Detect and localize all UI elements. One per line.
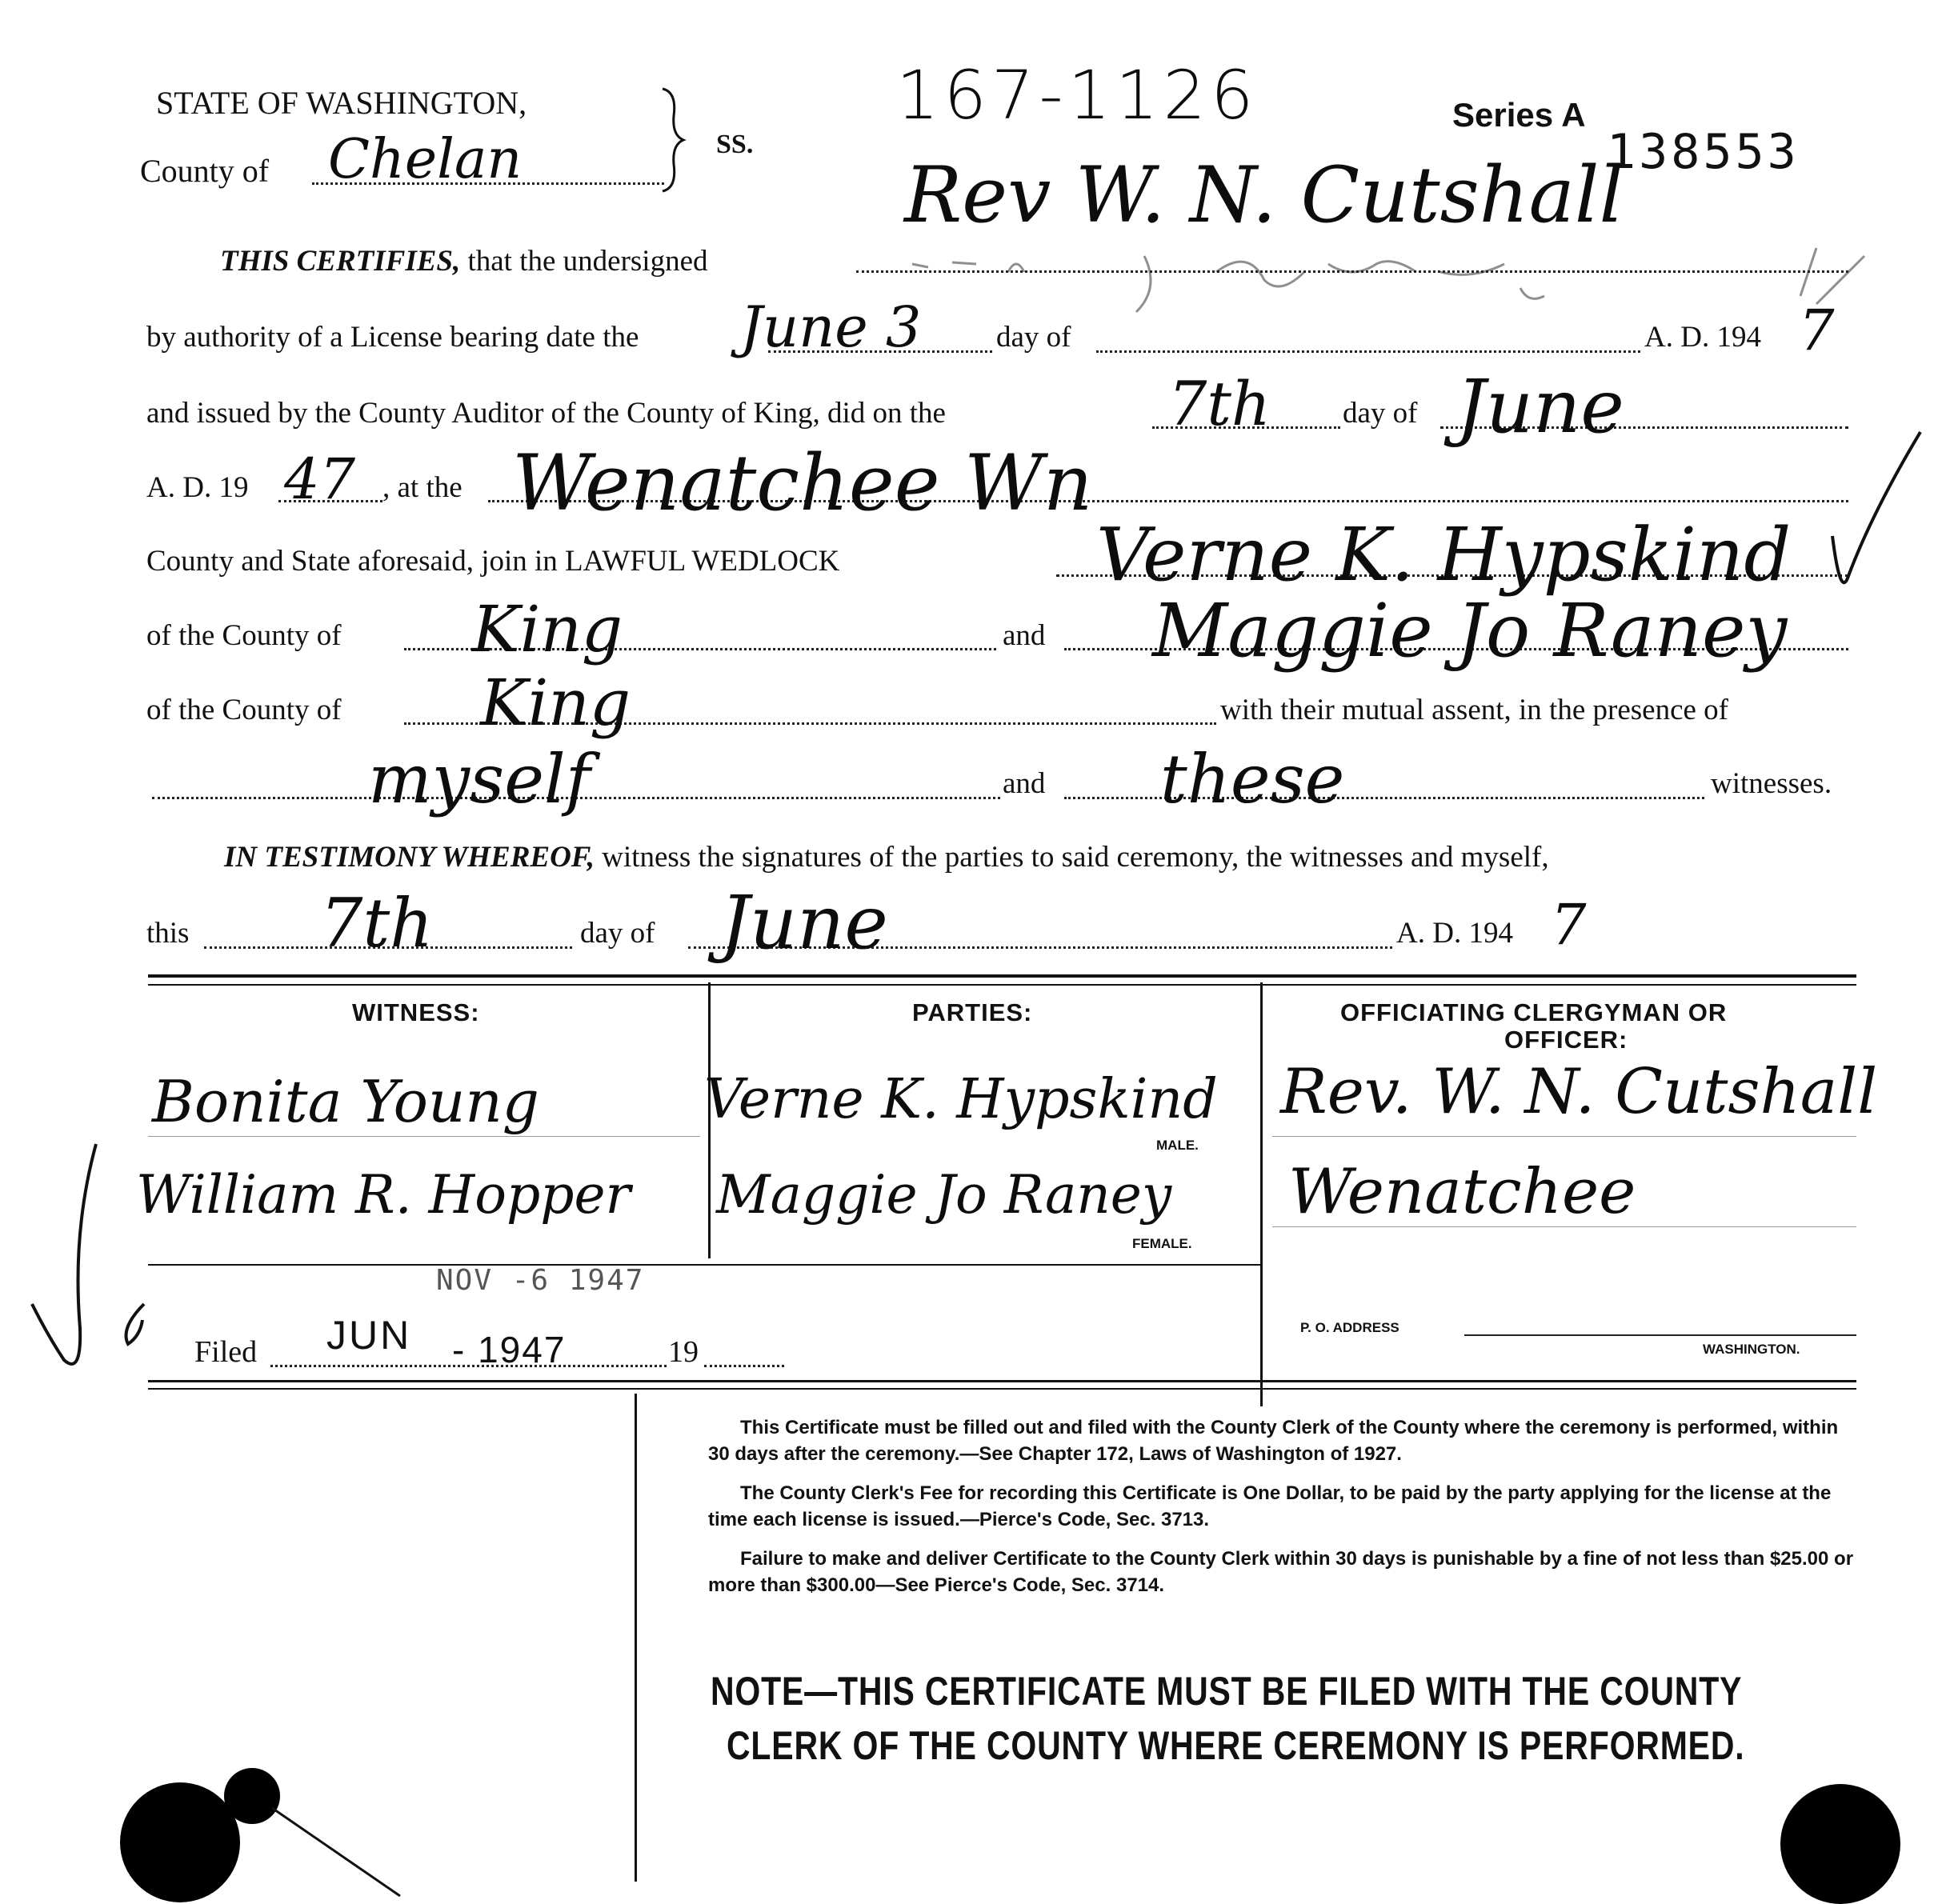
- officer-city-rule: [1272, 1226, 1856, 1227]
- column-divider-2: [1260, 982, 1263, 1406]
- filed-month-stamp: JUN: [326, 1313, 412, 1358]
- notices-block: [708, 1414, 1860, 1611]
- officer-signature: Rev. W. N. Cutshall: [1280, 1056, 1878, 1128]
- margin-check-mark-icon: [24, 1136, 168, 1392]
- and-1-label: and: [1003, 619, 1046, 652]
- and-2-label: and: [1003, 767, 1046, 800]
- note-line-2: CLERK OF THE COUNTY WHERE CEREMONY IS PERFORMED.: [727, 1723, 1745, 1768]
- right-margin-mark-icon: [1824, 416, 1928, 672]
- party-female-signature: Maggie Jo Raney: [716, 1164, 1172, 1226]
- male-label: MALE.: [1156, 1138, 1199, 1153]
- state-heading: STATE OF WASHINGTON,: [156, 85, 527, 121]
- witness-row-1-rule: [148, 1136, 700, 1137]
- document-number: 167-1126: [896, 56, 1259, 134]
- ss-label: SS.: [716, 130, 754, 159]
- of-county-1-label: of the County of: [146, 619, 342, 652]
- brace-icon: [656, 84, 688, 196]
- at-the-label: , at the: [382, 471, 462, 504]
- certifies-lead: THIS CERTIFIES,: [220, 245, 461, 278]
- this-year-digit: 7: [1551, 892, 1587, 958]
- binder-hole-right: [1780, 1784, 1900, 1904]
- license-prefix: by authority of a License bearing date the: [146, 321, 639, 354]
- mutual-assent-text: with their mutual assent, in the presence of: [1220, 694, 1728, 726]
- testimony-lead: IN TESTIMONY WHEREOF,: [224, 841, 595, 874]
- witness-2-value: these: [1160, 740, 1345, 818]
- place-value: Wenatchee Wn: [512, 438, 1093, 528]
- license-date-value: June 3: [740, 294, 922, 360]
- issued-month-value: June: [1456, 364, 1624, 450]
- bride-value: Maggie Jo Raney: [1152, 588, 1788, 674]
- witness-header: WITNESS:: [352, 998, 480, 1026]
- parties-bottom-rule: [148, 1264, 1262, 1266]
- county-1-value: King: [472, 592, 623, 666]
- lower-top-rule: [148, 1380, 1856, 1382]
- this-day-value: 7th: [320, 884, 434, 962]
- wedlock-text: County and State aforesaid, join in LAWFUL WEDLOCK: [146, 545, 840, 578]
- this-day-of: day of: [580, 917, 655, 950]
- binder-hole-left: [120, 1782, 240, 1902]
- groom-value: Verne K. Hypskind: [1096, 512, 1792, 598]
- county-2-value: King: [480, 666, 631, 740]
- nineteen-label: 19: [668, 1335, 699, 1369]
- undersigned-field-line: [856, 270, 1848, 273]
- issued-day-value: 7th: [1168, 368, 1271, 439]
- officiant-handwritten: Rev W. N. Cutshall: [904, 150, 1624, 240]
- license-day-of: day of: [996, 321, 1071, 354]
- county-value: Chelan: [328, 128, 523, 191]
- female-label: FEMALE.: [1132, 1236, 1192, 1251]
- filing-stamp-top: NOV -6 1947: [436, 1264, 645, 1297]
- notice-1: This Certificate must be filled out and filed with the County Clerk of the County where the ceremony is performed, within 30 days after the ceremony.—See Chapter 172, Laws of Washington of 1927.: [708, 1417, 1839, 1465]
- witnesses-word: witnesses.: [1711, 767, 1832, 800]
- lower-top-rule-2: [148, 1388, 1856, 1390]
- officer-name-rule: [1272, 1136, 1856, 1137]
- table-top-rule-2: [148, 984, 1856, 986]
- county-label: County of: [140, 153, 270, 189]
- witness-signature-1: Bonita Young: [152, 1068, 539, 1135]
- license-ad: A. D. 194: [1644, 321, 1761, 354]
- witness-1-value: myself: [368, 740, 591, 818]
- issued-prefix: and issued by the County Auditor of the County of King, did on the: [146, 397, 946, 430]
- this-ad: A. D. 194: [1396, 917, 1513, 950]
- this-month-value: June: [720, 880, 888, 966]
- this-word: this: [146, 917, 190, 950]
- witness-signature-2: William R. Hopper: [136, 1164, 631, 1226]
- nineteen-line: [704, 1365, 784, 1367]
- notice-2: The County Clerk's Fee for recording this Certificate is One Dollar, to be paid by the party applying for the license at the time each license is issued.—Pierce's Code, Sec. 3713.: [708, 1482, 1832, 1530]
- officer-header-2: OFFICER:: [1504, 1026, 1628, 1054]
- faint-scribble-icon: [880, 240, 1920, 320]
- ad-year-value: 47: [284, 446, 356, 512]
- officer-header-1: OFFICIATING CLERGYMAN OR: [1340, 998, 1728, 1026]
- po-address-label: P. O. ADDRESS: [1300, 1320, 1399, 1335]
- issued-day-of: day of: [1343, 397, 1418, 430]
- series-number: 138553: [1607, 124, 1800, 180]
- license-year-digit: 7: [1799, 298, 1835, 363]
- filed-year-stamp: - 1947: [452, 1329, 567, 1370]
- table-top-rule: [148, 974, 1856, 978]
- series-label: Series A: [1452, 96, 1586, 134]
- officer-city: Wenatchee: [1288, 1156, 1636, 1228]
- filed-label: Filed: [194, 1335, 258, 1369]
- lower-divider: [635, 1394, 637, 1882]
- note-line-1: NOTE—THIS CERTIFICATE MUST BE FILED WITH THE COUNTY: [711, 1669, 1743, 1714]
- certifies-rest: that the undersigned: [467, 245, 708, 278]
- corner-scratch-icon: [264, 1800, 408, 1904]
- license-month-line: [1096, 350, 1640, 353]
- testimony-rest: witness the signatures of the parties to said ceremony, the witnesses and myself,: [602, 841, 1549, 874]
- party-male-signature: Verne K. Hypskind: [704, 1068, 1218, 1131]
- notice-3: Failure to make and deliver Certificate to the County Clerk within 30 days is punishable by a fine of not less than $25.00 or more than $300.00—See Pierce's Code, Sec. 3714.: [708, 1548, 1854, 1596]
- ad-prefix: A. D. 19: [146, 471, 249, 504]
- washington-label: WASHINGTON.: [1703, 1342, 1800, 1357]
- po-address-line: [1464, 1334, 1856, 1336]
- parties-header: PARTIES:: [912, 998, 1033, 1026]
- of-county-2-label: of the County of: [146, 694, 342, 726]
